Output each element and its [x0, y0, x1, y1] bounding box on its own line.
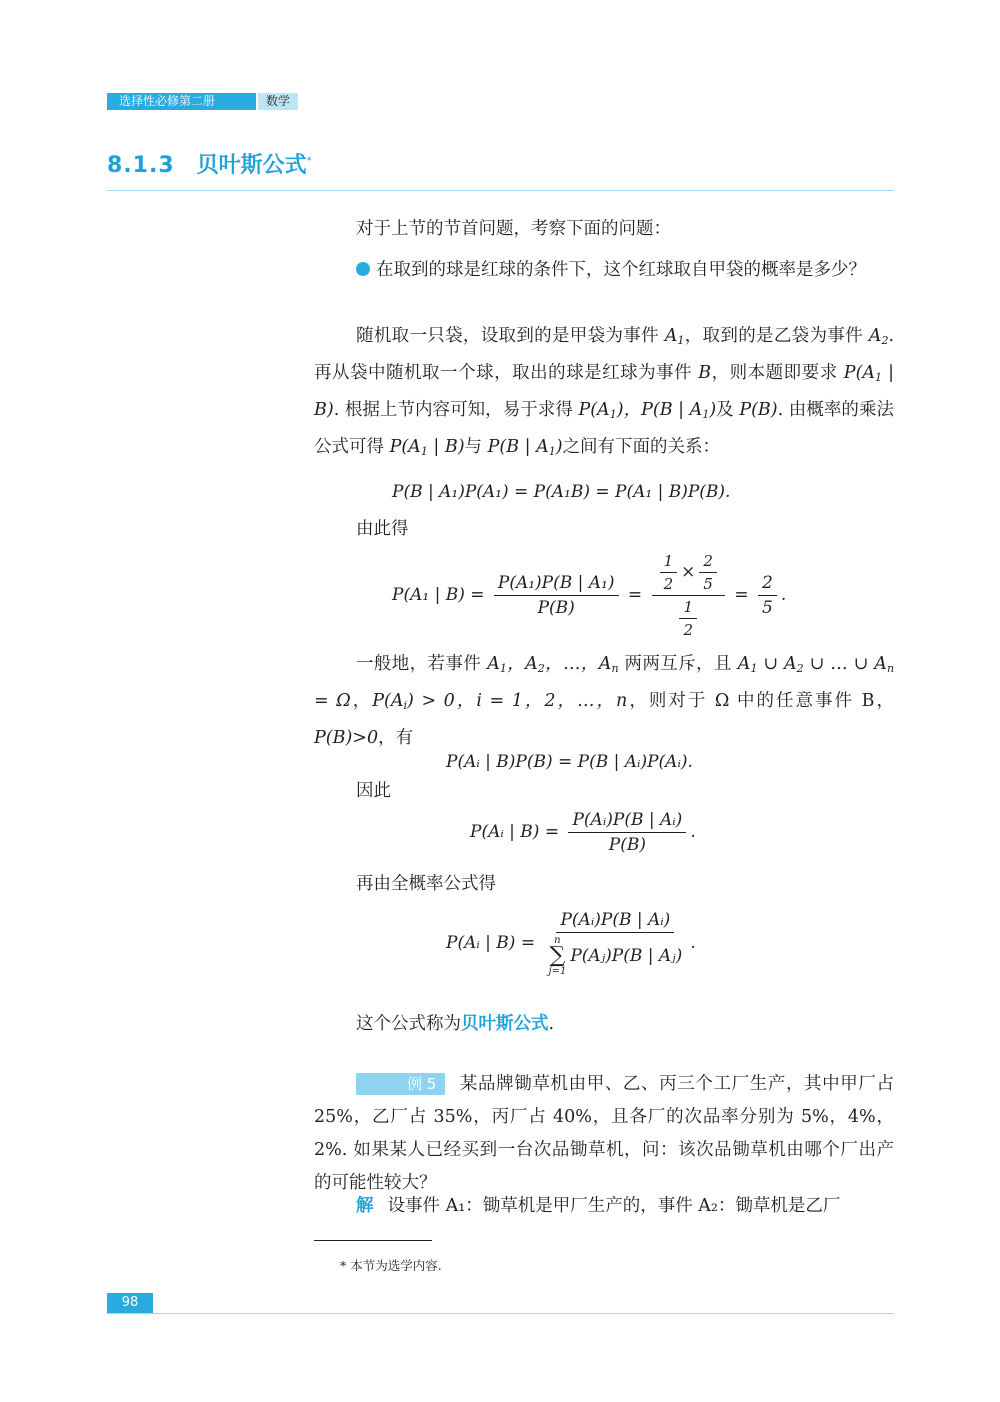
- sum-body: P(Aⱼ)P(B | Aⱼ): [570, 946, 683, 966]
- text-run: . 由概率的乘法公式可得: [314, 400, 894, 457]
- twofifths-den: 5: [703, 575, 713, 593]
- eq2-equals: =: [627, 585, 643, 605]
- subject-label: 数学: [258, 93, 298, 110]
- footer-rule: [107, 1313, 894, 1314]
- text-run: . 根据上节内容可知，易于求得: [333, 400, 579, 420]
- result-den: 5: [761, 598, 773, 618]
- text-run: ，则本题即要求: [711, 363, 844, 383]
- eq2-lhs: P(A₁ | B) =: [392, 585, 485, 605]
- equation-2: P(A₁ | B) = $\frac{\text{P(A₁)P(B | A₁)}}{P(B)}$ = $\frac{1}{2}$ × $\frac{2}{5}$ $\frac{1}{2}$ = $\frac{2}{5}$ .: [392, 552, 787, 639]
- half-den-2: 2: [683, 621, 694, 639]
- text-run: ，则对于 Ω 中的任意事件 B，: [627, 691, 894, 711]
- question-text: 在取到的球是红球的条件下，这个红球取自甲袋的概率是多少？: [376, 260, 866, 280]
- general-paragraph: 一般地，若事件 $A_1$，$A_2$，…，$A_n$ 两两互斥，且 $A_1$ ∪ $A_2$ ∪ … ∪ $A_n = \Omega$，$P(A_i) > 0$，i = 1，2，…，n，则对于 Ω 中的任意事件 B，P(B)>0，有: [314, 654, 895, 748]
- optional-star: *: [306, 155, 312, 167]
- equation-3: P(Aᵢ | B)P(B) = P(B | Aᵢ)P(Aᵢ).: [446, 752, 693, 772]
- half-num: 1: [660, 552, 678, 573]
- running-header: [107, 93, 298, 110]
- equation-1: P(B | A₁)P(A₁) = P(A₁B) = P(A₁ | B)P(B).: [392, 482, 731, 502]
- text-run: ，取到的是乙袋为事件: [684, 326, 869, 346]
- example-paragraph: [314, 1068, 894, 1200]
- text-run: 两两互斥，且: [618, 654, 738, 674]
- text-run: 之间有下面的关系：: [562, 437, 721, 457]
- text-run: 及: [716, 400, 740, 420]
- setup-paragraph: 随机取一只袋，设取到的是甲袋为事件 $A_1$，取到的是乙袋为事件 $A_2$. 再从袋中随机取一个球，取出的球是红球为事件 B，则本题即要求 $P(A_1$ | B). 根据上节内容可知，易于求得 $P(A_1)$，P(B | $A_1$)及 P(B). 由概率的乘法公式可得 $P(A_1$ | B)与 P(B | $A_1$)之间有下面的关系：: [314, 326, 895, 458]
- sum-upper: n: [554, 935, 561, 946]
- eq2-equals-2: =: [734, 585, 749, 605]
- eq5-lhs: P(Aᵢ | B) =: [446, 933, 536, 953]
- half-den: 2: [663, 575, 674, 593]
- twofifths-num: 2: [699, 552, 717, 573]
- solution-paragraph: [314, 1190, 894, 1223]
- section-title: [107, 148, 312, 179]
- eq4-lhs: P(Aᵢ | B) =: [470, 822, 560, 842]
- eq4-denominator: P(B): [608, 835, 646, 855]
- footnote-rule: [314, 1240, 432, 1241]
- section-name: 贝叶斯公式: [196, 153, 307, 178]
- example-tag: 例 5: [356, 1073, 445, 1095]
- section-number: 8.1.3: [107, 153, 175, 178]
- formula-name: 贝叶斯公式: [461, 1014, 549, 1034]
- times-sign: ×: [681, 562, 696, 582]
- solution-text: 设事件 A₁：锄草机是甲厂生产的，事件 A₂：锄草机是乙厂: [387, 1196, 841, 1216]
- half-num-2: 1: [679, 598, 697, 619]
- text-zaiyou: 再由全概率公式得: [356, 874, 496, 894]
- bullet-dot-icon: [356, 262, 370, 276]
- text-run: .: [548, 1014, 555, 1034]
- name-paragraph: [314, 1008, 894, 1041]
- result-num: 2: [758, 573, 777, 596]
- eq2-numerator: P(A₁)P(B | A₁): [494, 573, 619, 596]
- footnote: * 本节为选学内容.: [340, 1258, 442, 1273]
- text-run: 这个公式称为: [356, 1014, 461, 1034]
- eq5-numerator: P(Aᵢ)P(B | Aᵢ): [556, 910, 674, 933]
- page-number: 98: [107, 1293, 153, 1313]
- eq4-numerator: P(Aᵢ)P(B | Aᵢ): [568, 810, 686, 833]
- question-paragraph: [314, 254, 894, 287]
- equation-5: P(Aᵢ | B) = P(Aᵢ)P(B | Aᵢ) n ∑ j=1 P(Aⱼ)P(B | Aⱼ) .: [446, 910, 696, 977]
- book-title: 选择性必修第二册: [107, 93, 256, 110]
- text-youci: 由此得: [356, 519, 409, 539]
- equation-4: P(Aᵢ | B) = $\frac{\text{P(Aᵢ)P(B | Aᵢ)}}{P(B)}$ .: [470, 810, 696, 855]
- sum-lower: j=1: [548, 966, 567, 977]
- text-run: 与: [464, 437, 488, 457]
- text-yinci: 因此: [356, 781, 391, 801]
- text-run: ，有: [378, 728, 414, 748]
- example-text: 某品牌锄草机由甲、乙、丙三个工厂生产，其中甲厂占 25%，乙厂占 35%，丙厂占 40%，且各厂的次品率分别为 5%，4%，2%. 如果某人已经买到一台次品锄草机，问：该次品锄草机由哪个厂出产的可能性较大？: [314, 1074, 894, 1193]
- text-run: . 再从袋中随机取一个球，取出的球是红球为事件: [314, 326, 895, 383]
- text-run: ，: [350, 691, 373, 711]
- intro-paragraph: 对于上节的节首问题，考察下面的问题：: [356, 219, 671, 239]
- eq2-denominator: P(B): [537, 598, 575, 618]
- text-run: 一般地，若事件: [356, 654, 488, 674]
- text-run: 随机取一只袋，设取到的是甲袋为事件: [356, 326, 665, 346]
- solution-tag: 解: [356, 1196, 374, 1216]
- section-rule: [107, 190, 894, 191]
